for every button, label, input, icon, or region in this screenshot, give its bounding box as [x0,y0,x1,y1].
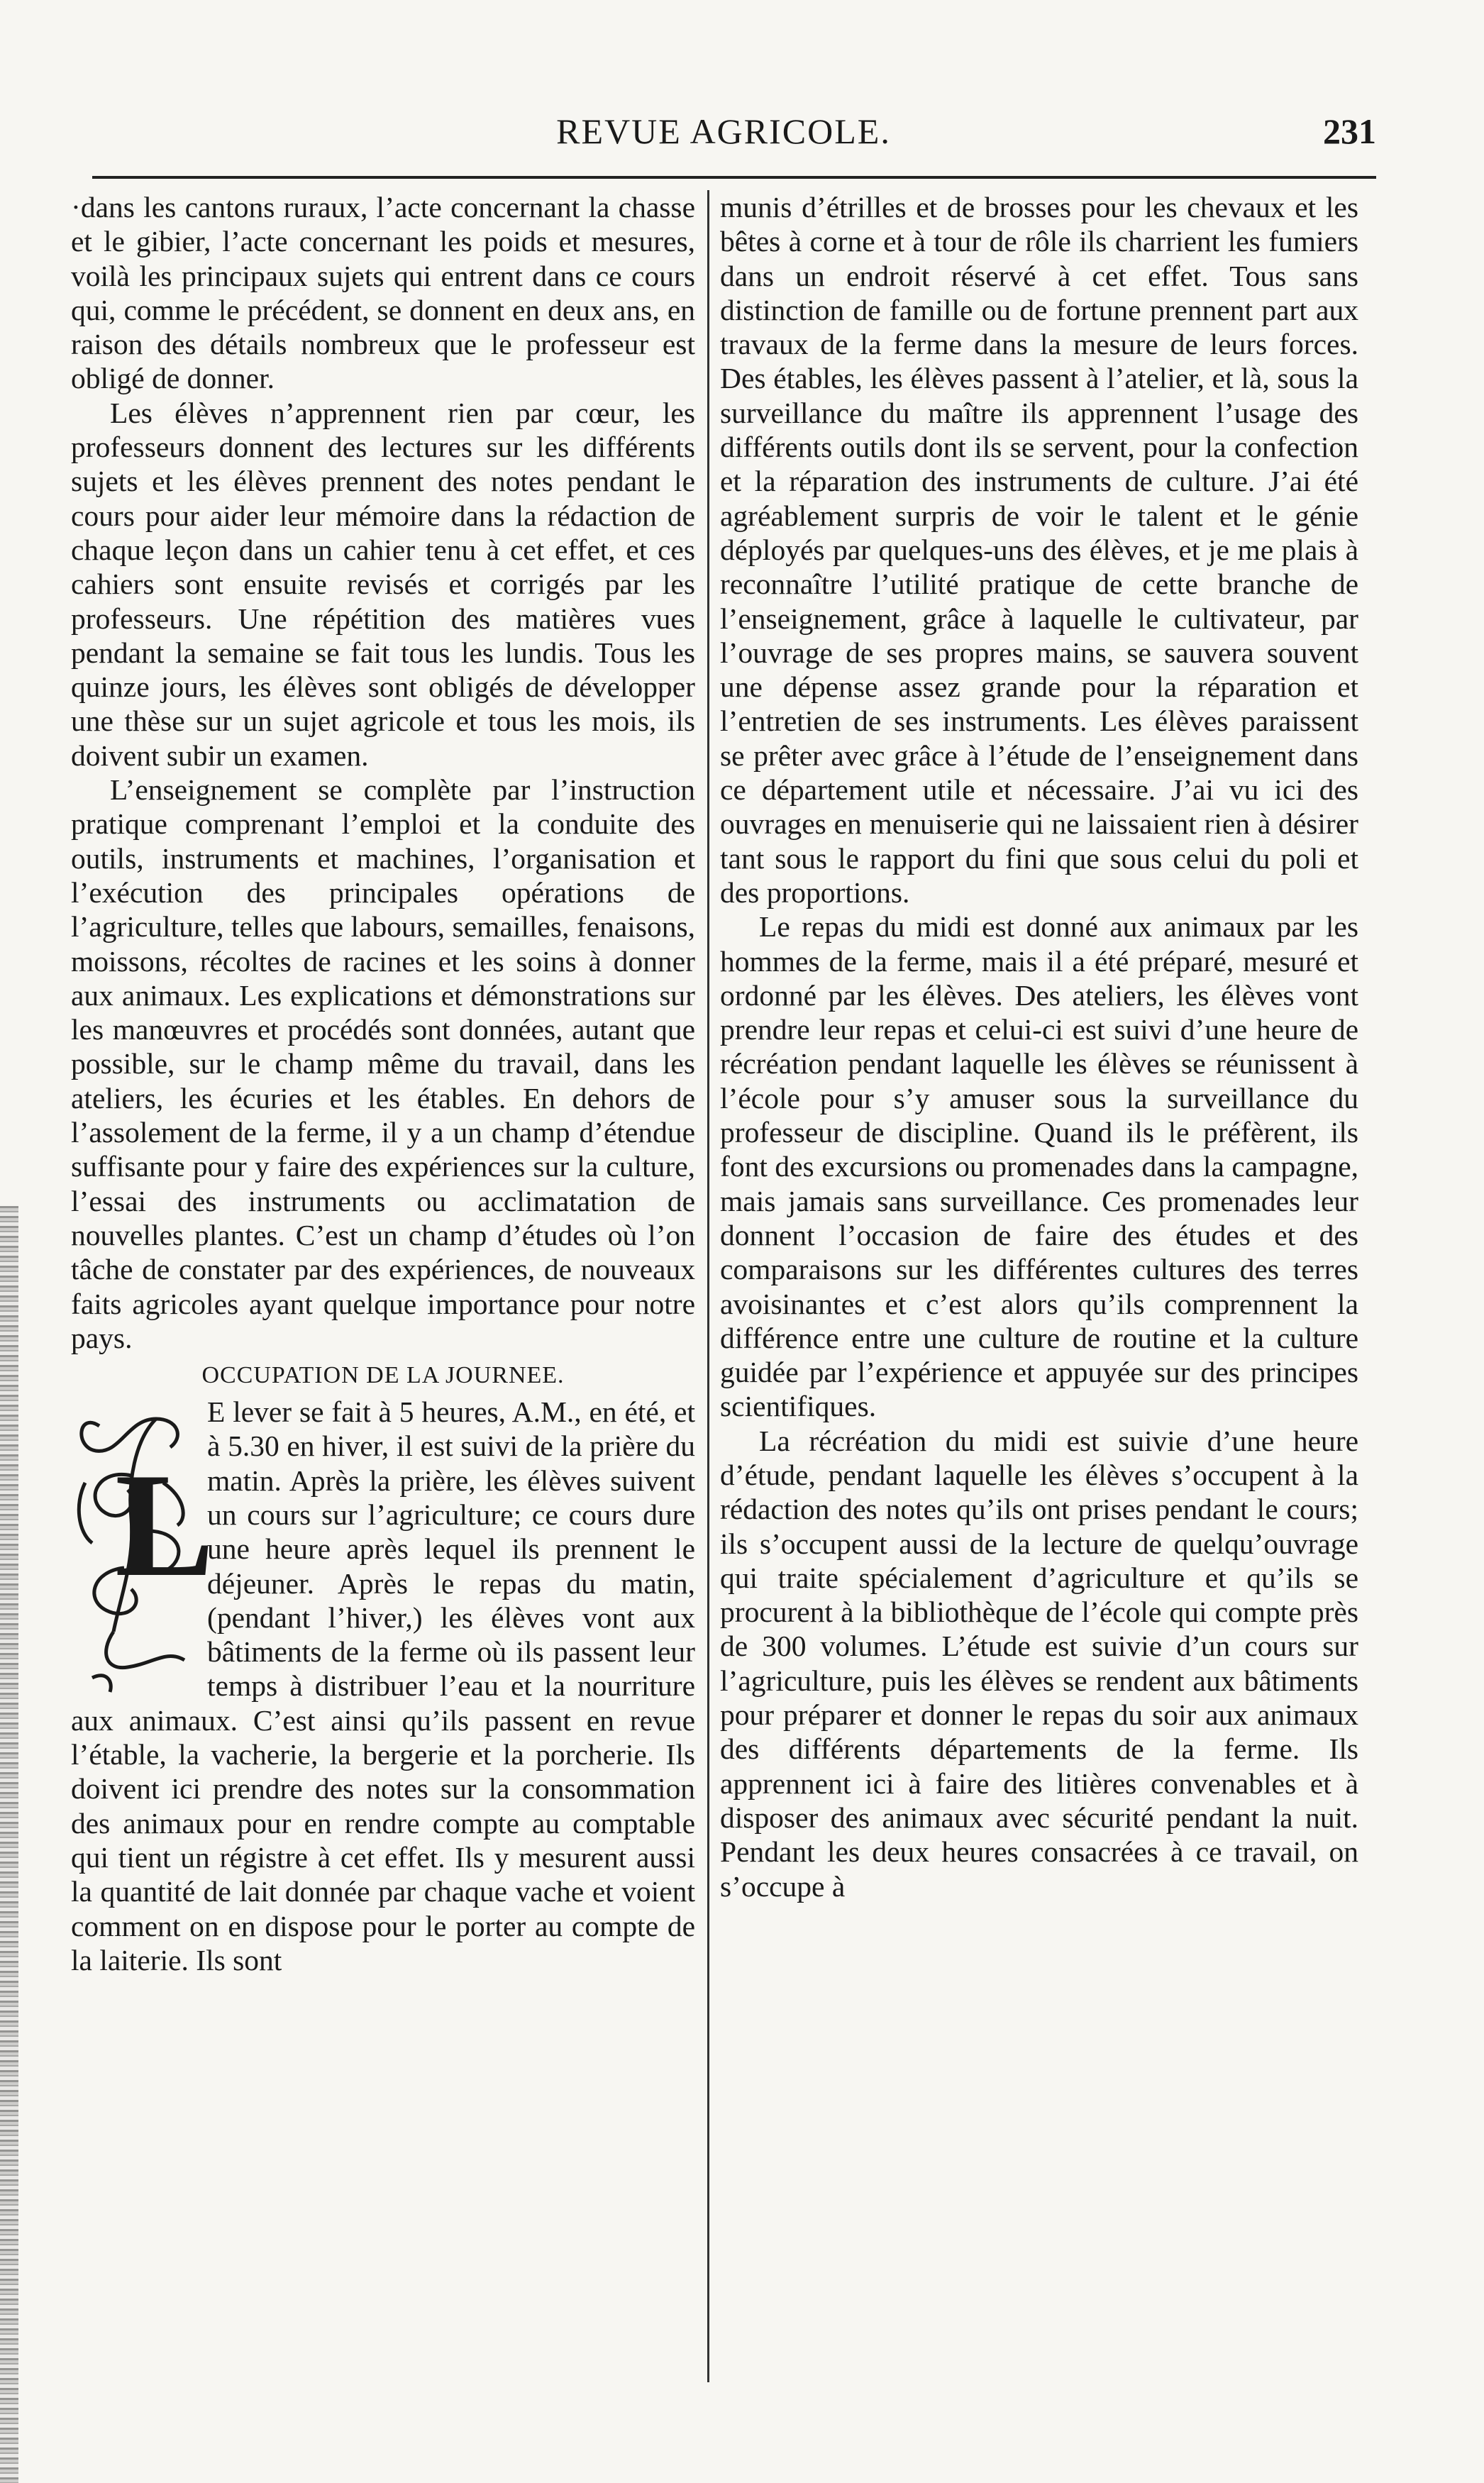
right-paragraph-3: La récréation du midi est suivie d’une heure d’étude, pendant laquelle les élèves s’occupent à la rédaction des notes qu’ils ont prises pendant le cours; ils s’occupent aussi de la lecture de quelqu’ouvrage qui traite spécialement d’agriculture et qu’ils se procurent à la bibliothèque de l’école qui compte près de 300 volumes. L’étude est suivie d’un cours sur l’agriculture, puis les élèves se rendent aux bâtiments pour préparer et donner le repas du soir aux animaux des différents départements de la ferme. Ils apprennent ici à faire des litières convenables et à disposer des animaux avec sécurité pendant la nuit. Pendant les deux heures consacrées à ce travail, on s’occupe à [720,1424,1358,1903]
dropcap-ornament-icon [71,1398,215,1696]
column-divider [707,190,709,2382]
scan-edge-artifact [0,1206,18,2483]
page-number: 231 [1323,111,1376,151]
left-paragraph-3: L’enseignement se complète par l’instruction pratique comprenant l’emploi et la conduite des outils, instruments et machines, l’organisation et l’exécution des principales opérations de l’agriculture, telles que labours, semailles, fenaisons, moissons, récoltes de racines et les soins à donner aux animaux. Les explications et démonstrations sur les manœuvres et procédés sont données, autant que possible, sur le champ même du travail, dans les ateliers, les écuries et les étables. En dehors de l’assolement de la ferme, il y a un champ d’étendue suffisante pour y faire des expériences sur la culture, l’essai des instruments ou acclimatation de nouvelles plantes. C’est un champ d’études où l’on tâche de constater par des expériences, de nouveaux faits agricoles ayant quelque importance pour notre pays. [71,773,695,1354]
header-rule [92,176,1376,179]
right-paragraph-2: Le repas du midi est donné aux animaux par les hommes de la ferme, mais il a été préparé, mesuré et ordonné par les élèves. Des ateliers, les élèves vont prendre leur repas et celui-ci est suivi d’une heure de récréation pendant laquelle les élèves se réunissent à l’école pour s’y amuser sous la surveillance du professeur de discipline. Quand ils le préfèrent, ils font des excursions ou promenades dans la campagne, mais jamais sans surveillance. Ces promenades leur donnent l’occasion de faire des études et des comparaisons sur les différentes cultures des terres avoisinantes et c’est alors qu’ils comprennent la différence entre une culture de routine et la culture guidée par l’expérience et appuyée sur des principes scientifiques. [720,910,1358,1423]
right-paragraph-1: munis d’étrilles et de brosses pour les chevaux et les bêtes à corne et à tour de rôle ils charrient les fumiers dans un endroit réservé à cet effet. Tous sans distinction de famille ou de fortune prennent part aux travaux de la ferme dans la mesure de leurs forces. Des étables, les élèves passent à l’atelier, et là, sous la surveillance du maître ils apprennent l’usage des différents outils dont ils se servent, pour la confection et la réparation des instruments de culture. J’ai été agréablement surpris de voir le talent et le génie déployés par quelques-uns des élèves, et je me plais à reconnaître l’utilité pratique de cette branche de l’enseignement, grâce à laquelle le cultivateur, par l’ouvrage de ses propres mains, se sauvera souvent une dépense assez grande pour la réparation et l’entretien de ses instruments. Les élèves paraissent se prêter avec grâce à l’étude de l’enseignement dans ce département utile et nécessaire. J’ai vu ici des ouvrages en menuiserie qui ne laissaient rien à désirer tant sous le rapport du fini que sous celui du poli et des proportions. [720,191,1358,909]
left-paragraph-after-heading: E lever se fait à 5 heures, A.M., en été, et à 5.30 en hiver, il est suivi de la prière du matin. Après la prière, les élèves suivent un cours sur l’agriculture; ce cours dure une heure après lequel ils prennent le déjeuner. Après le repas du matin, (pendant l’hiver,) les élèves vont aux bâtiments de la ferme où ils passent leur temps à distribuer l’eau et la nourriture aux animaux. C’est ainsi qu’ils passent en revue l’étable, la vacherie, la bergerie et la porcherie. Ils doivent ici prendre des notes sur la consommation des animaux pour en rendre compte au comptable qui tient un régistre à cet effet. Ils y mesurent aussi la quantité de lait donnée par chaque vache et voient comment on en dispose pour le porter au compte de la laiterie. Ils sont [71,1395,695,1976]
left-paragraph-2: Les élèves n’apprennent rien par cœur, les professeurs donnent des lectures sur les différents sujets et les élèves prennent des notes pendant le cours pour aider leur mémoire dans la rédaction de chaque leçon dans un cahier tenu à cet effet, et ces cahiers sont ensuite revisés et corrigés par les professeurs. Une répétition des matières vues pendant la semaine se fait tous les lundis. Tous les quinze jours, les élèves sont obligés de développer une thèse sur un sujet agricole et tous les mois, ils doivent subir un examen. [71,396,695,772]
left-paragraph-1: ·dans les cantons ruraux, l’acte concernant la chasse et le gibier, l’acte concernant les poids et mesures, voilà les principaux sujets qui entrent dans ce cours qui, comme le précédent, se donnent en deux ans, en raison des détails nombreux que le professeur est obligé de donner. [71,191,695,395]
left-column [71,190,695,1977]
dropcap-letter: L [115,1443,215,1608]
running-title: REVUE AGRICOLE. [556,111,891,151]
page-header [71,106,1376,156]
section-heading: OCCUPATION DE LA JOURNEE. [201,1362,565,1389]
ornamental-dropcap [71,1398,215,1696]
right-column [720,190,1358,1903]
